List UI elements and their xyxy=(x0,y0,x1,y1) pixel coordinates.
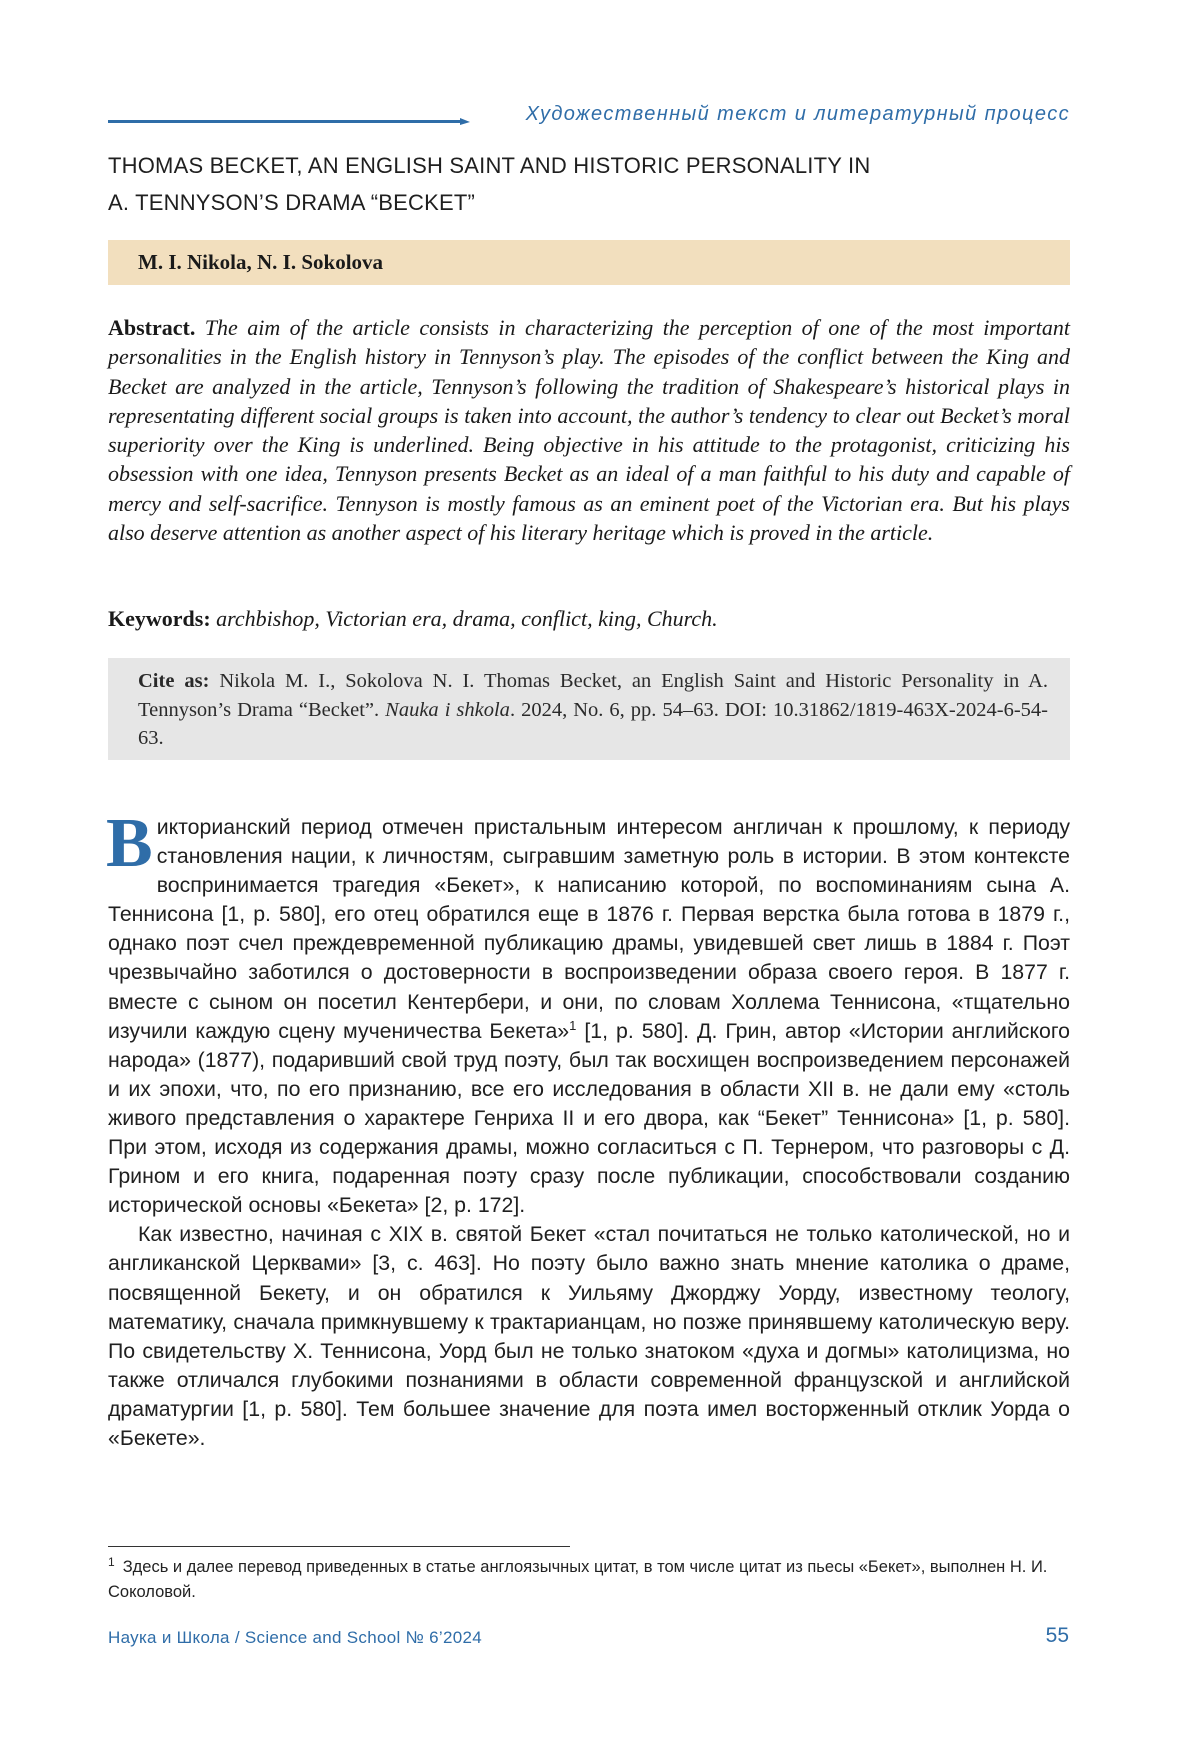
article-title xyxy=(108,147,1008,221)
paragraph-1 xyxy=(106,805,1070,1220)
footnote xyxy=(108,1555,1070,1604)
footnote-text: Здесь и далее перевод приведенных в статье англоязычных цитат, в том числе цитат из пьесы «Бекет», выполнен Н. И. Соколовой. xyxy=(108,1558,1048,1601)
cite-text xyxy=(138,667,1048,753)
keywords-text: archbishop, Victorian era, drama, conflict, king, Church. xyxy=(216,606,718,631)
drop-cap: В xyxy=(106,805,153,882)
authors-bar xyxy=(108,240,1070,285)
abstract-label: Abstract. xyxy=(108,315,196,340)
article-title-line-2: A. TENNYSON’S DRAMA “BECKET” xyxy=(108,190,476,215)
article-title-line-1: THOMAS BECKET, AN ENGLISH SAINT AND HISTORIC PERSONALITY IN xyxy=(108,153,871,178)
cite-details: . 2024, No. 6, pp. 54–63. DOI: 10.31862/1819-463X-2024-6-54-63. xyxy=(138,698,1048,749)
footnote-number: 1 xyxy=(108,1554,115,1569)
footer-journal: Наука и Школа / Science and School № 6’2024 xyxy=(108,1628,482,1647)
footnote-ref[interactable]: 1 xyxy=(569,1017,577,1033)
keywords-label: Keywords: xyxy=(108,606,211,631)
footnote-rule xyxy=(108,1546,570,1547)
running-header xyxy=(108,100,1070,130)
cite-box xyxy=(108,658,1070,760)
header-rule-arrow xyxy=(460,118,470,125)
article-body xyxy=(106,805,1070,1453)
section-title: Художественный текст и литературный процесс xyxy=(525,103,1070,125)
cite-label: Cite as: xyxy=(138,670,210,692)
abstract-text: The aim of the article consists in characterizing the perception of one of the most important personalities in the English history in Tennyson’s play. The episodes of the conflict between the King and Becket are analyzed in the article, Tennyson’s following the tradition of Shakespeare’s historical plays in representating different social groups is taken into account, the author’s tendency to clear out Becket’s moral superiority over the King is underlined. Being objective in his attitude to the protagonist, criticizing his obsession with one idea, Tennyson presents Becket as an ideal of a man faithful to his duty and capable of mercy and self-sacrifice. Tennyson is mostly famous as an eminent poet of the Victorian era. But his plays also deserve attention as another aspect of his literary heritage which is proved in the article. xyxy=(108,315,1070,546)
authors: M. I. Nikola, N. I. Sokolova xyxy=(138,250,384,274)
header-rule xyxy=(108,120,460,123)
paragraph-2: Как известно, начиная с XIX в. святой Бекет «стал почитаться не только католической, но и англиканской Церквами» [3, с. 463]. Но поэту было важно знать мнение католика о драме, посвященной Бекету, и он обратился к Уильяму Джорджу Уорду, известному теологу, математику, сначала примкнувшему к трактарианцам, но позже принявшему католическую веру. По свидетельству Х. Теннисона, Уорд был не только знатоком «духа и догмы» католицизма, но также отличался глубокими познаниями в области современной французской и английской драматургии [1, p. 580]. Тем большее значение для поэта имел восторженный отклик Уорда о «Бекете». xyxy=(108,1222,1070,1450)
page-number: 55 xyxy=(1045,1624,1069,1647)
cite-journal: Nauka i shkola xyxy=(385,698,510,721)
paragraph-1-part-b: [1, p. 580]. Д. Грин, автор «Истории английского народа» (1877), подаривший свой труд поэту, был так восхищен воспроизведением персонажей и их эпохи, что, по его признанию, все его исследования в области XII в. не дали ему «столь живого представления о характере Генриха II и его двора, как “Бекет” Теннисона» [1, p. 580]. При этом, исходя из содержания драмы, можно согласиться с П. Тернером, что разговоры с Д. Грином и его книга, подаренная поэту сразу после публикации, способствовали созданию исторической основы «Бекета» [2, p. 172]. xyxy=(108,1018,1070,1218)
cite-reference: Nikola M. I., Sokolova N. I. Thomas Becket, an English Saint and Historic Personality in A. Tennyson’s Drama “Becket”. xyxy=(138,670,1049,721)
paragraph-1-part-a: икторианский период отмечен пристальным интересом англичан к прошлому, к периоду становления нации, к личностям, сыгравшим заметную роль в истории. В этом контексте воспринимается трагедия «Бекет», к написанию которой, по воспоминаниям сына А. Теннисона [1, p. 580], его отец обратился еще в 1876 г. Первая верстка была готова в 1879 г., однако поэт счел преждевременной публикацию драмы, увидевшей свет лишь в 1884 г. Поэт чрезвычайно заботился о достоверности в воспроизведении образа своего героя. В 1877 г. вместе с сыном он посетил Кентербери, и они, по словам Холлема Теннисона, «тщательно изучили каждую сцену мученичества Бекета» xyxy=(108,815,1070,1043)
keywords xyxy=(108,604,1070,633)
abstract xyxy=(108,313,1070,547)
